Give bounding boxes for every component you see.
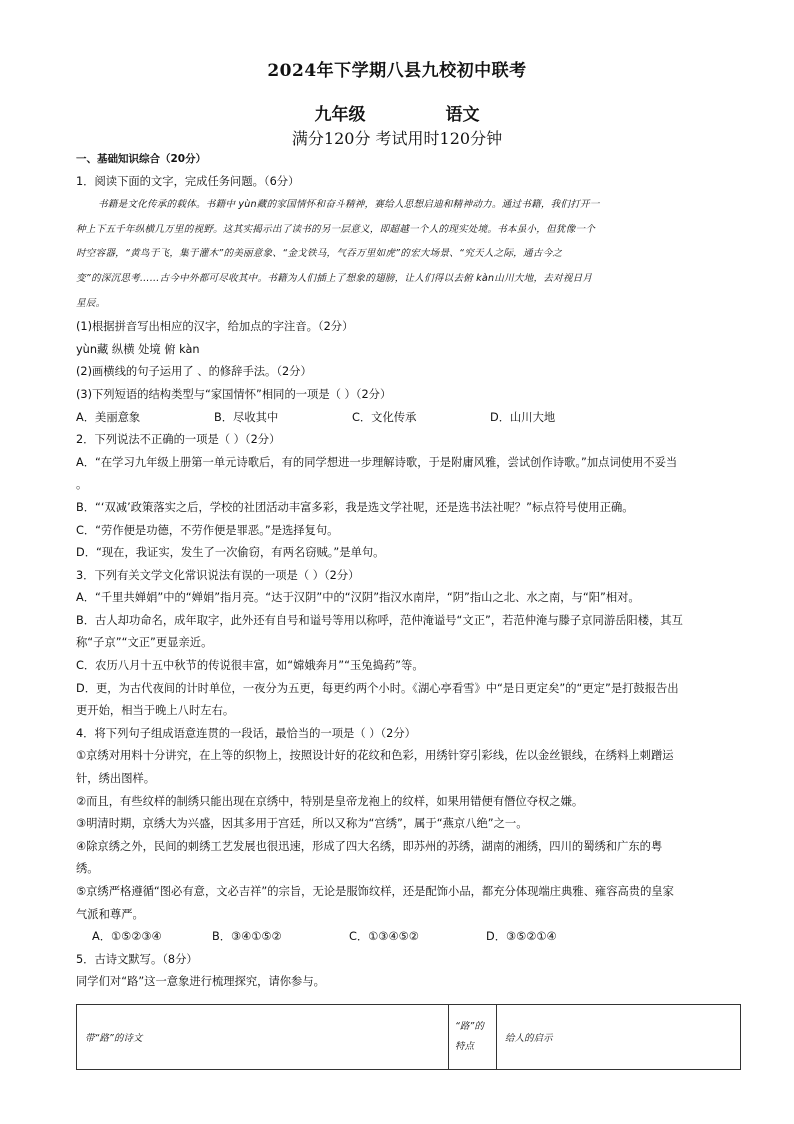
passage-line: 时空容器，“黄鸟于飞，集于灌木”的美丽意象、“金戈铁马，气吞万里如虎”的宏大场景、“究天人之际，通古今之 <box>76 248 563 260</box>
q1-sub2: (2)画横线的句子运用了 、的修辞手法。（2分） <box>76 365 312 379</box>
q4-sentence-1: ①京绣对用料十分讲究，在上等的织物上，按照设计好的花纹和色彩，用绣针穿引彩线，佐以金丝银线，在绣料上刺蹭运 <box>76 749 674 763</box>
option-b[interactable]: B．③④①⑤② <box>212 930 282 944</box>
option-c[interactable]: C．①③④⑤② <box>349 930 419 944</box>
exam-title: 2024年下学期八县九校初中联考 <box>267 61 527 81</box>
q5-col-inspiration: 给人的启示 <box>497 1005 741 1070</box>
option-d[interactable]: D．山川大地 <box>490 410 556 424</box>
q3-option-d[interactable]: D．更，为古代夜间的计时单位，一夜分为五更，每更约两个小时。《湖心亭看雪》中“是日更定矣”的“更定”是打鼓报告出 <box>76 681 679 695</box>
passage-line: 变”的深沉思考……古今中外都可尽收其中。书籍为人们插上了想象的翅膀，让人们得以去俯 kàn山川大地，去对视日月 <box>76 272 593 284</box>
q5-col-feature-line1: “路”的 <box>455 1021 484 1032</box>
q2-stem: 2．下列说法不正确的一项是（ ）（2分） <box>76 433 281 447</box>
option-a[interactable]: A．①⑤②③④ <box>92 930 162 944</box>
section-basic-knowledge <box>76 148 720 994</box>
q5-intro: 同学们对“路”这一意象进行梳理探究，请你参与。 <box>76 975 325 989</box>
option-c[interactable]: C．文化传承 <box>352 410 417 424</box>
subject-label: 语文 <box>445 105 480 125</box>
q4-stem: 4．将下列句子组成语意连贯的一段话，最恰当的一项是（ ）（2分） <box>76 726 416 740</box>
q5-stem: 5．古诗文默写。（8分） <box>76 952 198 966</box>
q2-option-a[interactable]: A．“在学习九年级上册第一单元诗歌后，有的同学想进一步理解诗歌，于是附庸风雅，尝试创作诗歌。”加点词使用不妥当 <box>76 455 678 469</box>
q4-sentence-2: ②而且，有些纹样的制绣只能出现在京绣中，特别是皇帝龙袍上的纹样，如果用错便有僭位夺权之嫌。 <box>76 794 584 808</box>
q1-sub1-words: yùn藏 纵横 处境 俯 kàn <box>76 342 200 356</box>
passage-line: 种上下五千年纵横几万里的视野。这其实揭示出了读书的另一层意义，即超越一个人的现实处境。书本虽小，但犹像一个 <box>76 223 596 235</box>
q1-stem: 1．阅读下面的文字，完成任务问题。（6分） <box>76 174 300 188</box>
q3-option-d-cont: 更开始，相当于晚上八时左右。 <box>76 704 235 718</box>
passage-line: 书籍是文化传承的载体。书籍中 yùn藏的家国情怀和奋斗精神，赛给人思想启迪和精神动力。通过书籍，我们打开一 <box>98 199 600 211</box>
q4-sentence-5-cont: 气派和尊严。 <box>76 907 144 921</box>
q2-option-d[interactable]: D．“现在，我证实，发生了一次偷窃，有两名窃贼。”是单句。 <box>76 546 385 560</box>
grade-label: 九年级 <box>314 105 366 125</box>
q1-sub3-options <box>76 407 720 430</box>
q3-option-b[interactable]: B．古人却功命名，成年取字，此外还有自号和谥号等用以称呼，范仲淹谥号“文正”，若范仲淹与滕子京同游岳阳楼，其互 <box>76 613 683 627</box>
q5-col-poems: 带“路”的诗文 <box>77 1005 449 1070</box>
q3-option-a[interactable]: A．“千里共婵娟”中的“婵娟”指月亮。“达于汉阴”中的“汉阴”指汉水南岸，“阴”指山之北、水之南，与“阳”相对。 <box>76 591 640 605</box>
option-d[interactable]: D．③⑤②①④ <box>486 930 557 944</box>
q4-sentence-3: ③明清时期，京绣大为兴盛，因其多用于宫廷，所以又称为“宫绣”，属于“燕京八绝”之一。 <box>76 817 528 831</box>
q1-sub1: (1)根据拼音写出相应的汉字，给加点的字注音。（2分） <box>76 320 354 334</box>
grade-subject-line <box>0 100 794 125</box>
q2-option-b[interactable]: B．“‘双减’政策落实之后，学校的社团活动丰富多彩，我是选文学社呢，还是选书法社呢？”标点符号使用正确。 <box>76 500 634 514</box>
q3-option-b-cont: 称“子京”“文正”更显亲近。 <box>76 636 213 650</box>
q4-options <box>76 926 720 949</box>
section-heading: 一、基础知识综合（20分） <box>76 153 207 165</box>
option-a[interactable]: A．美丽意象 <box>76 410 141 424</box>
q3-stem: 3．下列有关文学文化常识说法有误的一项是（ ）（2分） <box>76 568 360 582</box>
q4-sentence-4-cont: 绣。 <box>76 862 99 876</box>
option-b[interactable]: B．尽收其中 <box>214 410 279 424</box>
q1-passage <box>76 193 720 316</box>
q3-option-c[interactable]: C．农历八月十五中秋节的传说很丰富，如“嫦娥奔月”“玉兔捣药”等。 <box>76 659 424 673</box>
table-row <box>77 1005 741 1070</box>
q5-col-feature <box>449 1005 497 1070</box>
q2-option-a-cont: 。 <box>76 478 88 492</box>
passage-line: 星辰。 <box>76 297 106 309</box>
q2-option-c[interactable]: C．“劳作便是功德，不劳作便是罪恶。”是选择复句。 <box>76 523 339 537</box>
score-time-line: 满分120分 考试用时120分钟 <box>291 129 503 148</box>
q5-col-feature-line2: 特点 <box>455 1041 475 1052</box>
q5-table <box>76 1004 741 1070</box>
q4-sentence-5: ⑤京绣严格遵循“图必有意，文必吉祥”的宗旨，无论是服饰纹样，还是配饰小品，都充分体现端庄典雅、雍容高贵的皇家 <box>76 885 674 898</box>
q1-sub3: (3)下列短语的结构类型与“家国情怀”相同的一项是（ ）（2分） <box>76 387 392 401</box>
q4-sentence-1-cont: 针，绣出图样。 <box>76 772 156 786</box>
q4-sentence-4: ④除京绣之外，民间的刺绣工艺发展也很迅速，形成了四大名绣，即苏州的苏绣，湖南的湘绣，四川的蜀绣和广东的粤 <box>76 839 663 853</box>
